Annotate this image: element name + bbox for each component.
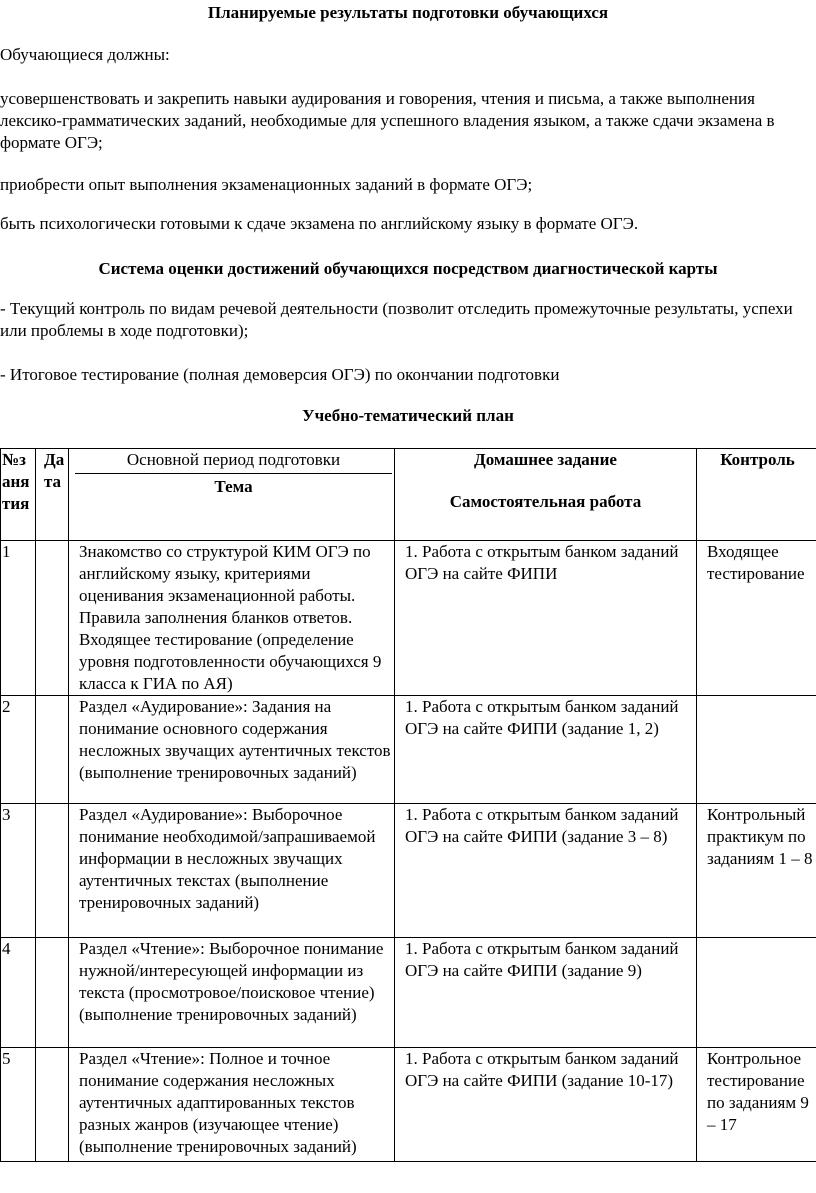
header-homework: Домашнее задание <box>474 450 617 469</box>
row-number: 2 <box>1 696 36 804</box>
table-header-row <box>1 449 816 541</box>
study-plan-table <box>0 448 816 1162</box>
row-homework: 1. Работа с открытым банком заданий ОГЭ на сайте ФИПИ (задание 9) <box>395 938 697 1048</box>
page-title: Планируемые результаты подготовки обучающихся <box>207 3 609 22</box>
row-date <box>36 938 69 1048</box>
row-homework: 1. Работа с открытым банком заданий ОГЭ на сайте ФИПИ (задание 10-17) <box>395 1048 697 1162</box>
intro-text: Обучающиеся должны: <box>0 45 170 64</box>
row-homework: 1. Работа с открытым банком заданий ОГЭ на сайте ФИПИ (задание 1, 2) <box>395 696 697 804</box>
table-row <box>1 804 816 938</box>
row-date <box>36 541 69 696</box>
row-control: Контрольный практикум по заданиям 1 – 8 <box>697 804 816 938</box>
table-row <box>1 938 816 1048</box>
header-topic: Тема <box>214 477 253 496</box>
plan-heading: Учебно-тематический план <box>302 406 514 425</box>
header-period-cell <box>69 449 395 541</box>
header-homework-cell <box>395 449 697 541</box>
row-homework: 1. Работа с открытым банком заданий ОГЭ на сайте ФИПИ <box>395 541 697 696</box>
table-row <box>1 1048 816 1162</box>
row-control: Контрольное тестирование по заданиям 9 – 17 <box>697 1048 816 1162</box>
table-row <box>1 541 816 696</box>
row-number: 4 <box>1 938 36 1048</box>
row-date <box>36 804 69 938</box>
header-date: Дата <box>36 449 69 541</box>
goal-paragraph-1: усовершенствовать и закрепить навыки аудирования и говорения, чтения и письма, а также выполнения лексико-грамматических заданий, необходимые для успешного владения языком, а также сдачи экзамена в формате ОГЭ; <box>0 89 775 152</box>
row-number: 5 <box>1 1048 36 1162</box>
row-topic: Раздел «Аудирование»: Задания на понимание основного содержания несложных звучащих аутентичных текстов (выполнение тренировочных заданий) <box>69 696 395 804</box>
row-date <box>36 1048 69 1162</box>
row-number: 3 <box>1 804 36 938</box>
goal-paragraph-2: приобрести опыт выполнения экзаменационных заданий в формате ОГЭ; <box>0 175 533 194</box>
row-control <box>697 938 816 1048</box>
assessment-heading: Система оценки достижений обучающихся посредством диагностической карты <box>98 259 718 278</box>
row-topic: Раздел «Чтение»: Выборочное понимание нужной/интересующей информации из текста (просмотровое/поисковое чтение) (выполнение тренировочных заданий) <box>69 938 395 1048</box>
assessment-item-2: - Итоговое тестирование (полная демоверсия ОГЭ) по окончании подготовки <box>0 365 560 384</box>
goal-paragraph-3: быть психологически готовыми к сдаче экзамена по английскому языку в формате ОГЭ. <box>0 214 639 233</box>
row-topic: Раздел «Аудирование»: Выборочное понимание необходимой/запрашиваемой информации в несложных звучащих аутентичных текстах (выполнение тренировочных заданий) <box>69 804 395 938</box>
row-topic: Раздел «Чтение»: Полное и точное понимание содержания несложных аутентичных адаптированных текстов разных жанров (изучающее чтение) (выполнение тренировочных заданий) <box>69 1048 395 1162</box>
header-control: Контроль <box>697 449 816 541</box>
row-control: Входящее тестирование <box>697 541 816 696</box>
row-number: 1 <box>1 541 36 696</box>
row-homework: 1. Работа с открытым банком заданий ОГЭ на сайте ФИПИ (задание 3 – 8) <box>395 804 697 938</box>
header-lesson-number: №занятия <box>1 449 36 541</box>
row-topic: Знакомство со структурой КИМ ОГЭ по английскому языку, критериями оценивания экзаменационной работы. Правила заполнения бланков ответов. Входящее тестирование (определение уровня подготовленности обучающихся 9 класса к ГИА по АЯ) <box>69 541 395 696</box>
table-row <box>1 696 816 804</box>
row-date <box>36 696 69 804</box>
header-independent-work: Самостоятельная работа <box>449 492 642 511</box>
header-period: Основной период подготовки <box>75 449 392 474</box>
row-control <box>697 696 816 804</box>
assessment-item-1: - Текущий контроль по видам речевой деятельности (позволит отследить промежуточные результаты, успехи или проблемы в ходе подготовки); <box>0 299 793 340</box>
